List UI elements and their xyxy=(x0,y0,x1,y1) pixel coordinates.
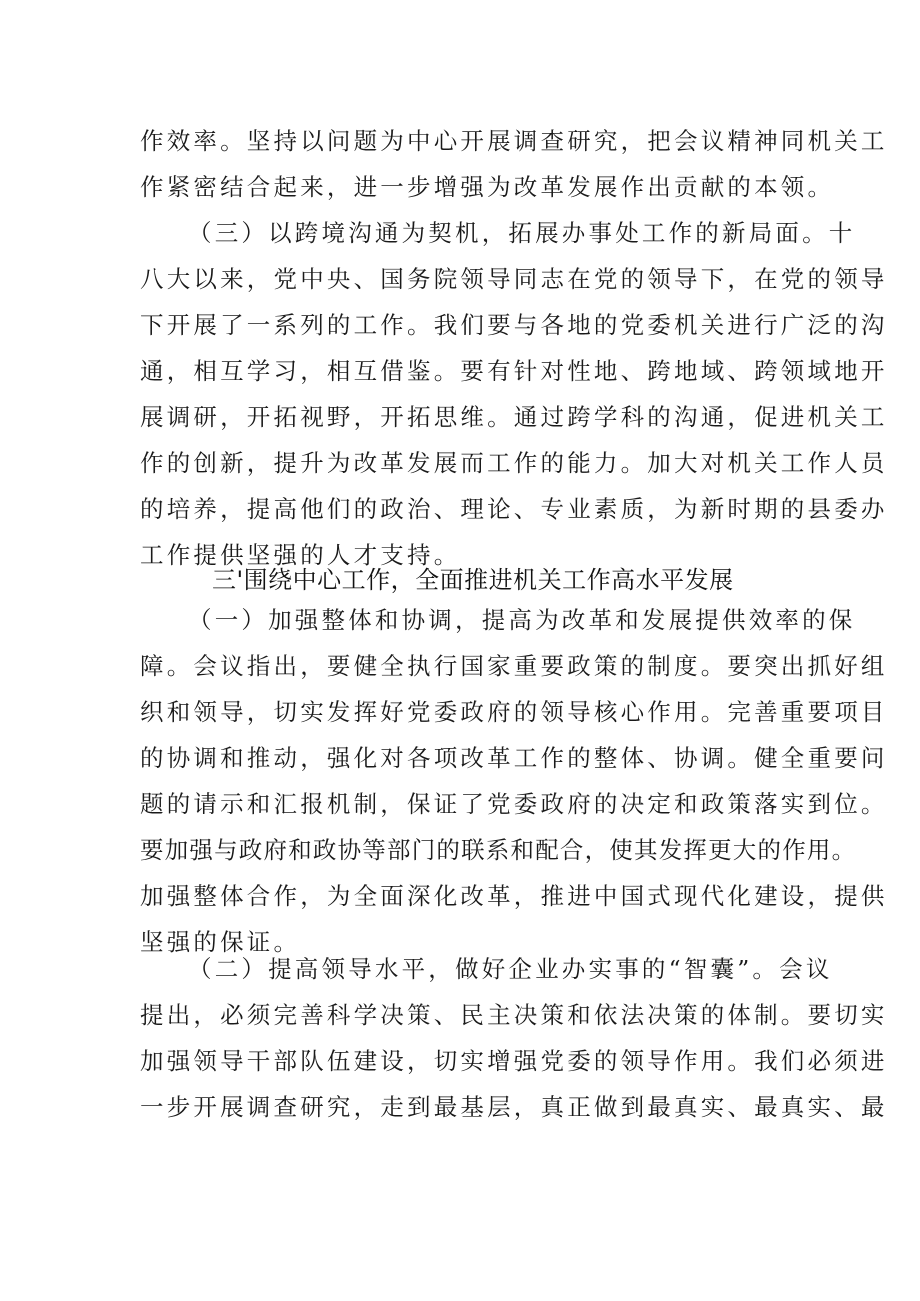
text-line: 的协调和推动，强化对各项改革工作的整体、协调。健全重要问 xyxy=(140,744,888,772)
text-line: 加强领导干部队伍建设，切实增强党委的领导作用。我们必须进 xyxy=(140,1047,888,1075)
text-line: 一步开展调查研究，走到最基层，真正做到最真实、最真实、最 xyxy=(140,1093,888,1121)
text-line: 工作提供坚强的人才支持。 xyxy=(140,541,461,569)
section-heading: 三'围绕中心工作，全面推进机关工作高水平发展 xyxy=(212,566,734,594)
text-line: 织和领导，切实发挥好党委政府的领导核心作用。完善重要项目 xyxy=(140,698,888,726)
text-line: 作的创新，提升为改革发展而工作的能力。加大对机关工作人员 xyxy=(140,449,888,477)
text-line: 障。会议指出，要健全执行国家重要政策的制度。要突出抓好组 xyxy=(140,652,888,680)
text-line: 展调研，开拓视野，开拓思维。通过跨学科的沟通，促进机关工 xyxy=(140,403,888,431)
text-line: 八大以来，党中央、国务院领导同志在党的领导下，在党的领导 xyxy=(140,265,888,293)
text-line: 提出，必须完善科学决策、民主决策和依法决策的体制。要切实 xyxy=(140,1001,888,1029)
text-line: 要加强与政府和政协等部门的联系和配合，使其发挥更大的作用。 xyxy=(140,836,857,864)
text-line: 加强整体合作，为全面深化改革，推进中国式现代化建设，提供 xyxy=(140,882,888,910)
text-line: 下开展了一系列的工作。我们要与各地的党委机关进行广泛的沟 xyxy=(140,311,888,339)
text-line: （二）提高领导水平，做好企业办实事的“智囊”。会议 xyxy=(188,955,833,983)
text-line: （三）以跨境沟通为契机，拓展办事处工作的新局面。十 xyxy=(188,219,856,247)
text-line: 作效率。坚持以问题为中心开展调查研究，把会议精神同机关工 xyxy=(140,127,888,155)
text-line: 作紧密结合起来，进一步增强为改革发展作出贡献的本领。 xyxy=(140,173,835,201)
text-line: 题的请示和汇报机制，保证了党委政府的决定和政策落实到位。 xyxy=(140,790,888,818)
text-line: 的培养，提高他们的政治、理论、专业素质，为新时期的县委办 xyxy=(140,495,888,523)
text-line: （一）加强整体和协调，提高为改革和发展提供效率的保 xyxy=(188,606,856,634)
text-line: 通，相互学习，相互借鉴。要有针对性地、跨地域、跨领域地开 xyxy=(140,357,888,385)
text-line: 坚强的保证。 xyxy=(140,928,301,956)
